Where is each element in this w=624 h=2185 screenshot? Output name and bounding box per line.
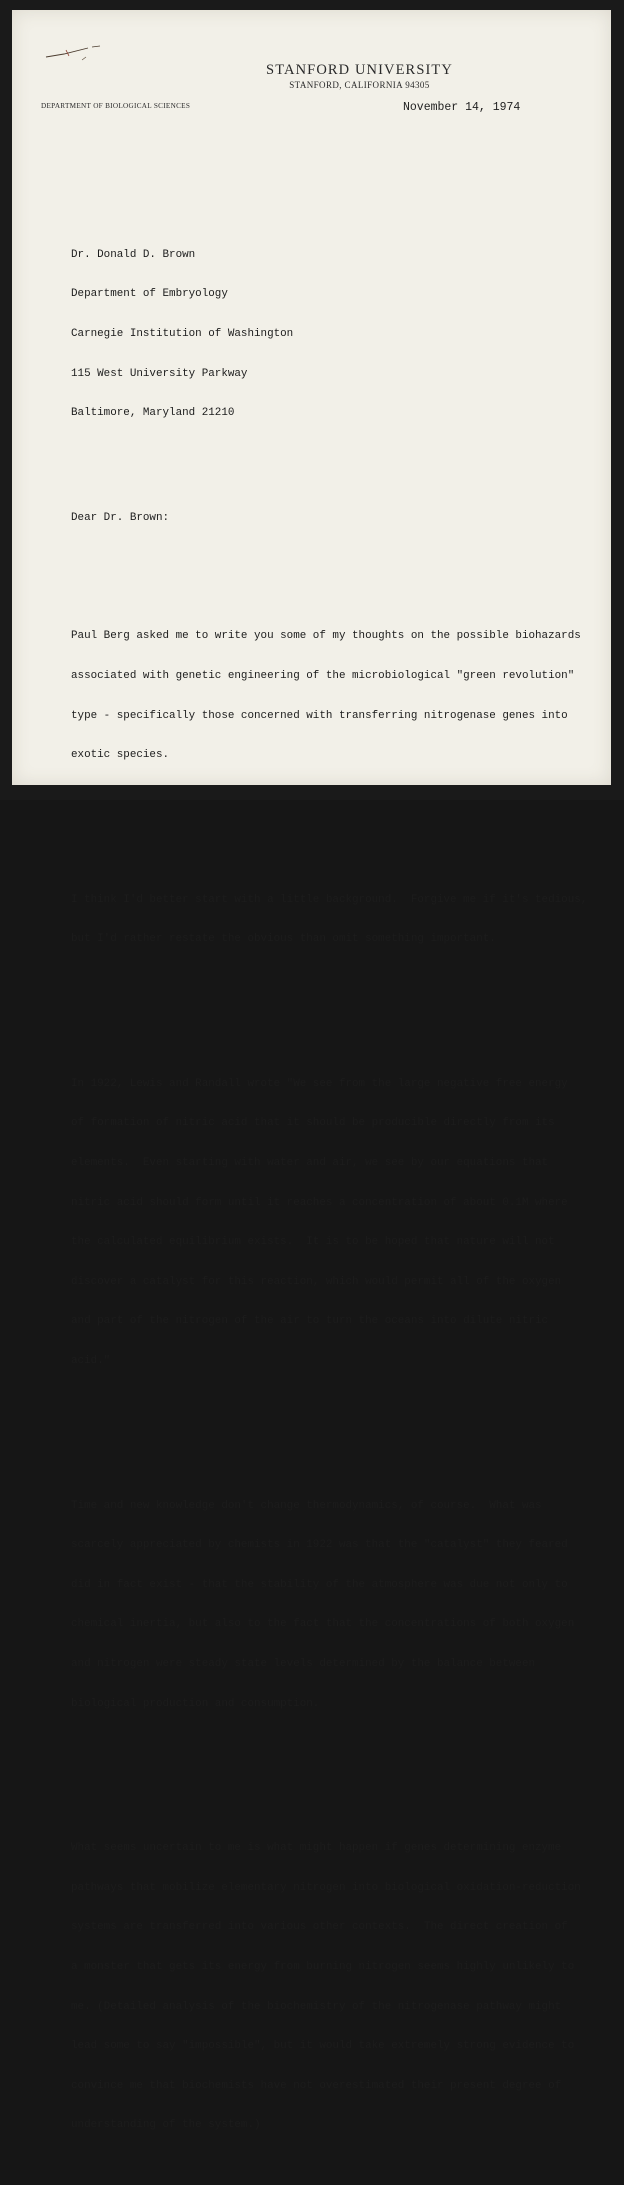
body-line: I think I'd better start with a little background. Forgive me if it's tedious, [71,893,588,906]
body-line: me. (Detailed analysis of the biochemistry of the nitrogenase pathway might [71,2000,562,2013]
paragraph-1 [71,604,601,789]
body-line: systems are transferred into various other contexts. The direct creation of [71,1921,568,1934]
body-line: a monster that gets its energy from burning nitrogen seems highly unlikely to [71,1961,575,1973]
body-line: lead some to say "impossible", but it would take extremely strong evidence to [71,2040,575,2053]
salutation: Dear Dr. Brown: [71,512,170,525]
recipient-line: Baltimore, Maryland 21210 [71,407,235,420]
body-line: pathways that mobilize elementary nitrogen into biological oxidation-reduction [71,1881,581,1894]
body-line: convince me that biochemists have not overestimated their present degree of [71,2079,562,2092]
body-line: In 1922, Lewis and Randall wrote "We see from the large negative free energy [71,1077,568,1090]
body-line: of formation of nitric acid that it should be producible directly from its [71,1117,555,1130]
recipient-line: Carnegie Institution of Washington [71,328,294,341]
body-line: biological production and consumption. [71,1697,320,1710]
paragraph-3 [71,1051,601,1394]
recipient-line: 115 West University Parkway [71,367,248,380]
body-line: discover a catalyst for this reaction, which would permit all of the oxygen [71,1275,562,1288]
institution-address: STANFORD, CALIFORNIA 94305 [289,80,430,90]
body-line: the calculated equilibrium exists. It is to be hoped that nature will not [71,1236,555,1249]
body-line: acid." [71,1355,111,1368]
letter-date: November 14, 1974 [403,101,521,114]
body-line: did in fact exist - that the stability of the atmosphere was due not only to [71,1578,568,1591]
body-line: type - specifically those concerned with transferring nitrogenase genes into [71,709,568,722]
body-line: chemical inertia, but also to the fact that the concentrations of both oxygen [71,1618,575,1631]
department-name: DEPARTMENT OF BIOLOGICAL SCIENCES [41,102,191,110]
paragraph-5 [71,1816,601,2159]
body-line: exotic species. [71,749,170,762]
body-line: associated with genetic engineering of the microbiological "green revolution" [71,669,575,682]
body-line: What seems uncertain to me is what might happen if genes determining enzyme [71,1842,562,1855]
paragraph-2 [71,867,601,973]
paragraph-4 [71,1473,601,1737]
institution-name: STANFORD UNIVERSITY [266,62,453,78]
body-line: but I'd rather restate the obvious than omit something important. [71,933,496,946]
body-line: and part of the nitrogen of the air to turn the oceans into dilute nitric [71,1315,549,1328]
letter-body [71,196,601,2185]
recipient-line: Department of Embryology [71,288,228,301]
body-line: nitric acid should form until it reaches a concentration of about 0.1M where [71,1196,568,1209]
body-line: Paul Berg asked me to write you some of my thoughts on the possible biohazards [71,630,581,643]
body-line: Time and new knowledge don't change thermodynamics, of course. What was [71,1499,542,1512]
recipient-line: Dr. Donald D. Brown [71,248,196,261]
recipient-address [71,222,601,446]
letterhead [12,62,611,90]
body-line: scarcely appreciated by chemists in 1922 was that the "catalyst" they feared [71,1539,568,1552]
letter-page [12,10,611,2132]
pen-mark-icon [42,42,104,64]
body-line: understanding of the system.) [71,2119,261,2132]
body-line: and nitrogen were steady state levels determined by the balance between [71,1658,536,1671]
body-line: elements. Even starting with water and air, we see by our equations that [71,1157,549,1170]
